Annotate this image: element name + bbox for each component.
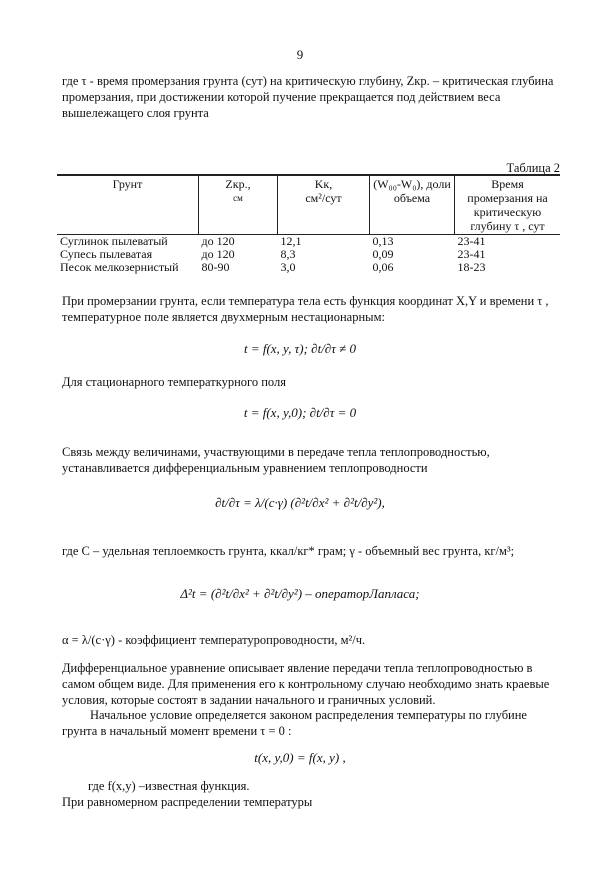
header-water: (W₀₀-W₀), доли объема	[370, 175, 455, 235]
table-caption: Таблица 2	[506, 161, 560, 175]
cell-water: 0,09	[372, 247, 394, 261]
page-number: 9	[296, 47, 304, 62]
freezing-paragraph: При промерзании грунта, если температура тела есть функция координат X,Y и времени τ , температурное поле является двухмерным нестационарным:	[62, 294, 549, 324]
cell-freeze-time: 23-41	[455, 235, 561, 249]
stationary-paragraph: Для стационарного температкурного поля	[62, 375, 286, 389]
table-row	[57, 235, 560, 249]
formula-nonstationary: t = f(x, y, τ); ∂t/∂τ ≠ 0	[243, 341, 357, 356]
header-zkr	[199, 175, 278, 235]
cell-soil: Песок мелкозернистый	[60, 260, 179, 274]
cell-soil: Супесь пылеватая	[60, 247, 153, 261]
cell-k: 3,0	[280, 260, 296, 274]
intro-paragraph: где τ - время промерзания грунта (сут) на критическую глубину, Zкр. – критическая глубина промерзания, при достижении которой пучение прекращается под действием веса вышележащего слоя грунта	[62, 74, 554, 120]
cell-water: 0,13	[370, 235, 455, 249]
header-soil: Грунт	[57, 175, 199, 235]
header-k	[278, 175, 370, 235]
table-row	[57, 261, 560, 274]
cell-freeze-time: 23-41	[457, 247, 486, 261]
table-header-row	[57, 175, 560, 235]
soil-table	[57, 174, 560, 274]
general-paragraph: Дифференциальное уравнение описывает явление передачи тепла теплопроводностью в самом общем виде. Для применения его к контрольному случаю необходимо знать краевые условия, которые состоят в задании начального и граничных условий.	[62, 661, 550, 707]
formula-stationary: t = f(x, y,0); ∂t/∂τ = 0	[243, 405, 357, 420]
cell-soil: Суглинок пылеватый	[57, 235, 199, 249]
header-k-label: Kк,	[314, 177, 333, 191]
cell-k: 12,1	[278, 235, 370, 249]
uniform-distribution-line: При равномерном распределении температуры	[62, 795, 313, 809]
header-zkr-label: Zкр.,	[225, 177, 251, 191]
cell-k: 8,3	[280, 247, 296, 261]
formula-diffusivity: α = λ/(c·γ) - коэффициент температуропроводности, м²/ч.	[62, 633, 366, 647]
cell-freeze-time: 18-23	[457, 260, 486, 274]
cell-water: 0,06	[372, 260, 394, 274]
known-function-line: где f(x,y) –известная функция.	[88, 779, 250, 793]
header-freeze-time: Время промерзания на критическую глубину τ , сут	[455, 175, 561, 235]
header-zkr-unit: см	[233, 193, 243, 203]
formula-initial-condition: t(x, y,0) = f(x, y) ,	[254, 750, 346, 765]
where-paragraph: где С – удельная теплоемкость грунта, ккал/кг* грам; γ - объемный вес грунта, кг/м³;	[62, 544, 515, 558]
formula-laplace: Δ²t = (∂²t/∂x² + ∂²t/∂y²) – операторЛапласа;	[180, 586, 420, 601]
initial-condition-paragraph: Начальное условие определяется законом распределения температуры по глубине грунта в начальный момент времени τ = 0 :	[62, 708, 527, 738]
header-k-unit: см²/сут	[305, 191, 342, 205]
cell-zkr: 80-90	[201, 260, 230, 274]
relation-paragraph: Связь между величинами, участвующими в передаче тепла теплопроводностью, устанавливается дифференциальным уравнением теплопроводности	[62, 445, 490, 475]
cell-zkr: до 120	[201, 247, 235, 261]
formula-heat-equation: ∂t/∂τ = λ/(c·γ) (∂²t/∂x² + ∂²t/∂y²),	[215, 495, 385, 510]
cell-zkr: до 120	[199, 235, 278, 249]
